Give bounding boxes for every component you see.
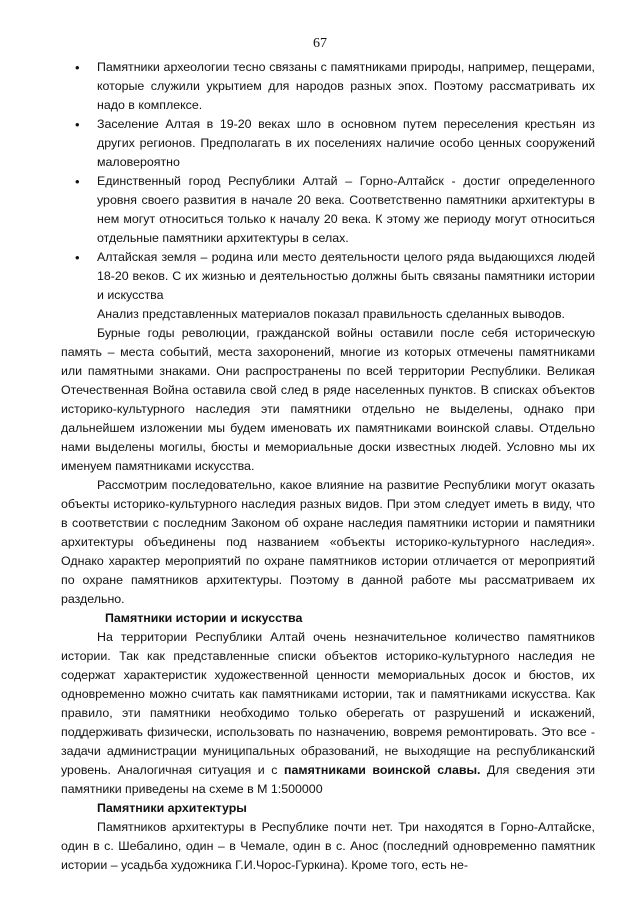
page-content [61,58,595,875]
revolution-paragraph: Бурные годы революции, гражданской войны оставили после себя историческую память – места событий, места захоронений, многие из которых отмечены памятниками или памятными знаками. Они распространены по всей территории Республики. Великая Отечественная Война оставила свой след в ряде населенных пунктов. В списках объектов историко-культурного наследия эти памятники отдельно не выделены, однако при дальнейшем изложении мы будем именовать их памятниками воинской славы. Отдельно нами выделены могилы, бюсты и мемориальные доски известных людей. Условно мы их именуем памятниками искусства. [61,326,595,473]
history-paragraph [61,628,595,799]
list-item-text: Заселение Алтая в 19-20 веках шло в основном путем переселения крестьян из других регионов. Предполагать в их поселениях наличие особо ценных сооружений маловероятно [97,117,595,169]
list-item [61,248,595,305]
history-text-part1: На территории Республики Алтай очень незначительное количество памятников истории. Так как представленные списки объектов историко-культурного наследия не содержат характеристик художественной ценности мемориальных досок и бюстов, их одновременно можно считать как памятниками истории, так и памятниками искусства. Как правило, эти памятники необходимо только оберегать от разрушений и искажений, поддерживать физически, использовать по назначению, вовремя ремонтировать. Это все - задачи администрации муниципальных образований, не выходящие на республиканский уровень. Аналогичная ситуация и с [61,630,595,777]
list-item-text: Алтайская земля – родина или место деятельности целого ряда выдающихся людей 18-20 веков. С их жизнью и деятельностью должны быть связаны памятники истории и искусства [97,250,595,302]
list-item-text: Единственный город Республики Алтай – Горно-Алтайск - достиг определенного уровня своего развития в начале 20 века. Соответственно памятники архитектуры в нем могут относиться только к началу 20 века. К этому же периоду могут относиться отдельные памятники архитектуры в селах. [97,174,595,245]
list-item-text: Памятники археологии тесно связаны с памятниками природы, например, пещерами, которые служили укрытием для народов разных эпох. Поэтому рассматривать их надо в комплексе. [97,60,595,112]
military-glory-term: памятниками воинской славы. [284,763,481,777]
bullet-icon: • [75,250,80,265]
bullet-icon: • [75,117,80,132]
sequence-paragraph: Рассмотрим последовательно, какое влияние на развитие Республики могут оказать объекты историко-культурного наследия разных видов. При этом следует иметь в виду, что в соответствии с последним Законом об охране наследия памятники истории и памятники архитектуры объединены под названием «объекты историко-культурного наследия». Однако характер мероприятий по охране памятников истории отличается от мероприятий по охране памятников архитектуры. Поэтому в данной работе мы рассматриваем их раздельно. [61,478,595,606]
list-item [61,58,595,115]
page-number: 67 [313,36,327,51]
bullet-icon: • [75,174,80,189]
history-art-heading: Памятники истории и искусства [105,611,303,625]
list-item [61,172,595,248]
analysis-paragraph: Анализ представленных материалов показал правильность сделанных выводов. [97,307,565,321]
conclusions-list [61,58,595,305]
architecture-paragraph: Памятников архитектуры в Республике почти нет. Три находятся в Горно-Алтайске, один в с. Шебалино, один – в Чемале, один в с. Анос (последний одновременно памятник истории – усадьба художника Г.И.Чорос-Гуркина). Кроме того, есть не- [61,820,595,872]
bullet-icon: • [75,60,80,75]
history-text-part2: Для сведения эти памятники приведены на схеме в М 1:500000 [61,763,595,796]
architecture-heading: Памятники архитектуры [97,801,247,815]
list-item [61,115,595,172]
